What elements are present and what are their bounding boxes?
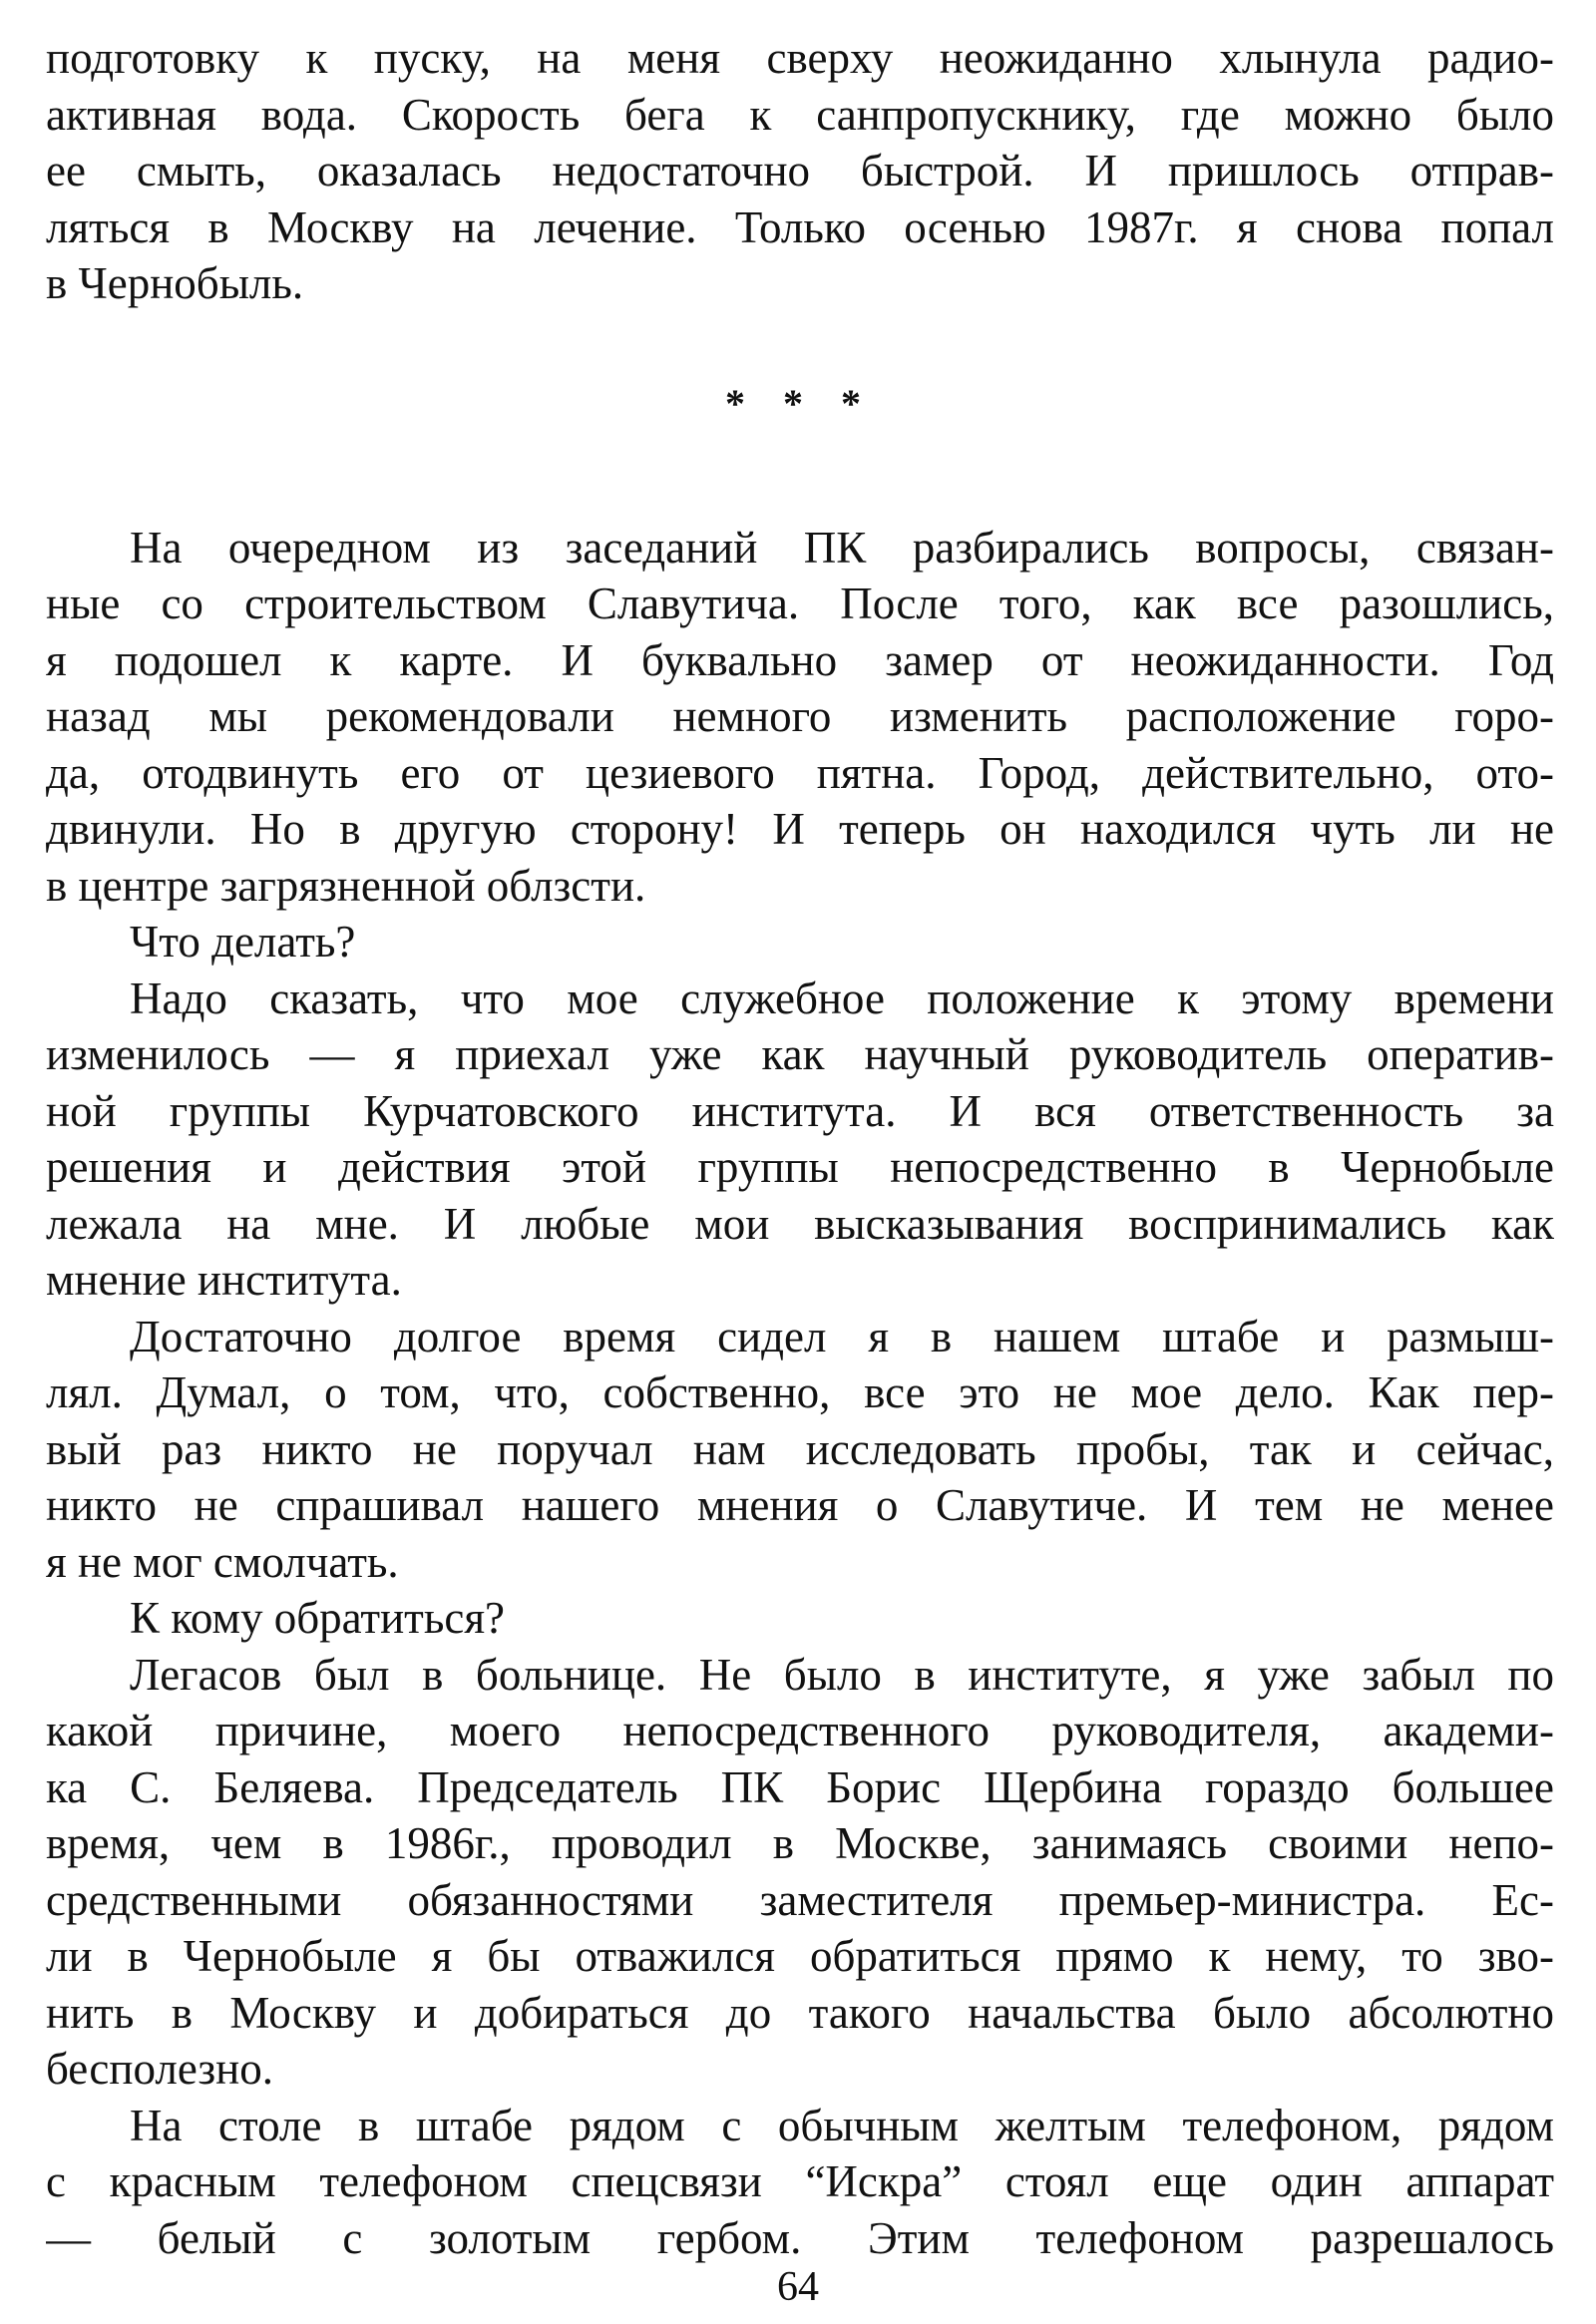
- paragraph: [46, 1309, 1554, 1591]
- text-line: На столе в штабе рядом с обычным желтым телефоном, рядом: [130, 2100, 1554, 2150]
- paragraph: [46, 1647, 1554, 2098]
- text-line: лежала на мне. И любые мои высказывания воспринимались как: [46, 1198, 1554, 1249]
- text-line: изменилось — я приехал уже как научный руководитель оператив-: [46, 1029, 1554, 1079]
- text-line: подготовку к пуску, на меня сверху неожиданно хлынула радио-: [46, 33, 1554, 83]
- text-line: с красным телефоном спецсвязи “Искра” стоял еще один аппарат: [46, 2156, 1554, 2206]
- paragraph: [46, 1590, 1554, 1647]
- text-line: Легасов был в больнице. Не было в институте, я уже забыл по: [130, 1649, 1554, 1700]
- text-line: ные со строительством Славутича. После того, как все разошлись,: [46, 579, 1554, 628]
- text-line: двинули. Но в другую сторону! И теперь он находился чуть ли не: [46, 804, 1554, 854]
- text-line: я не мог смолчать.: [46, 1536, 399, 1587]
- paragraph: [46, 914, 1554, 970]
- text-line: активная вода. Скорость бега к санпропускнику, где можно было: [46, 89, 1554, 140]
- text-line: в центре загрязненной облзсти.: [46, 860, 646, 911]
- paragraph: [46, 2098, 1554, 2267]
- text-line: в Чернобыль.: [46, 258, 304, 308]
- text-line: На очередном из заседаний ПК разбирались вопросы, связан-: [130, 522, 1554, 573]
- text-line: мнение института.: [46, 1255, 402, 1305]
- text-line: никто не спрашивал нашего мнения о Славутиче. И тем не менее: [46, 1480, 1554, 1530]
- text-line: я подошел к карте. И буквально замер от неожиданности. Год: [46, 634, 1554, 685]
- section-separator: * * *: [725, 380, 875, 426]
- text-line: решения и действия этой группы непосредственно в Чернобыле: [46, 1142, 1554, 1192]
- text-line: время, чем в 1986г., проводил в Москве, занимаясь своими непо-: [46, 1818, 1554, 1868]
- text-line: да, отодвинуть его от цезиевого пятна. Город, действительно, ото-: [46, 747, 1554, 798]
- text-line: К кому обратиться?: [130, 1593, 505, 1643]
- text-line: Что делать?: [130, 917, 356, 967]
- text-line: Достаточно долгое время сидел я в нашем штабе и размыш-: [130, 1311, 1554, 1361]
- text-line: ее смыть, оказалась недостаточно быстрой. И пришлось отправ-: [46, 146, 1554, 195]
- text-line: ка С. Беляева. Председатель ПК Борис Щербина гораздо большее: [46, 1761, 1554, 1812]
- paragraph: [46, 30, 1554, 312]
- text-line: бесполезно.: [46, 2044, 273, 2094]
- book-page: [46, 30, 1554, 2266]
- text-line: назад мы рекомендовали немного изменить расположение горо-: [46, 691, 1554, 741]
- text-line: — белый с золотым гербом. Этим телефоном разрешалось: [46, 2212, 1554, 2263]
- text-line: какой причине, моего непосредственного руководителя, академи-: [46, 1706, 1554, 1755]
- text-line: ной группы Курчатовского института. И вся ответственность за: [46, 1085, 1554, 1136]
- text-line: Надо сказать, что мое служебное положение к этому времени: [130, 972, 1554, 1023]
- text-line: ли в Чернобыле я бы отважился обратиться прямо к нему, то зво-: [46, 1931, 1554, 1981]
- text-line: ляться в Москву на лечение. Только осенью 1987г. я снова попал: [46, 201, 1554, 252]
- paragraph: [46, 520, 1554, 915]
- text-line: лял. Думал, о том, что, собственно, все это не мое дело. Как пер-: [46, 1367, 1554, 1417]
- text-line: нить в Москву и добираться до такого начальства было абсолютно: [46, 1987, 1554, 2038]
- page-number: 64: [777, 2264, 819, 2310]
- paragraph: [46, 970, 1554, 1309]
- text-line: вый раз никто не поручал нам исследовать пробы, так и сейчас,: [46, 1423, 1554, 1474]
- text-line: средственными обязанностями заместителя премьер-министра. Ес-: [46, 1874, 1554, 1925]
